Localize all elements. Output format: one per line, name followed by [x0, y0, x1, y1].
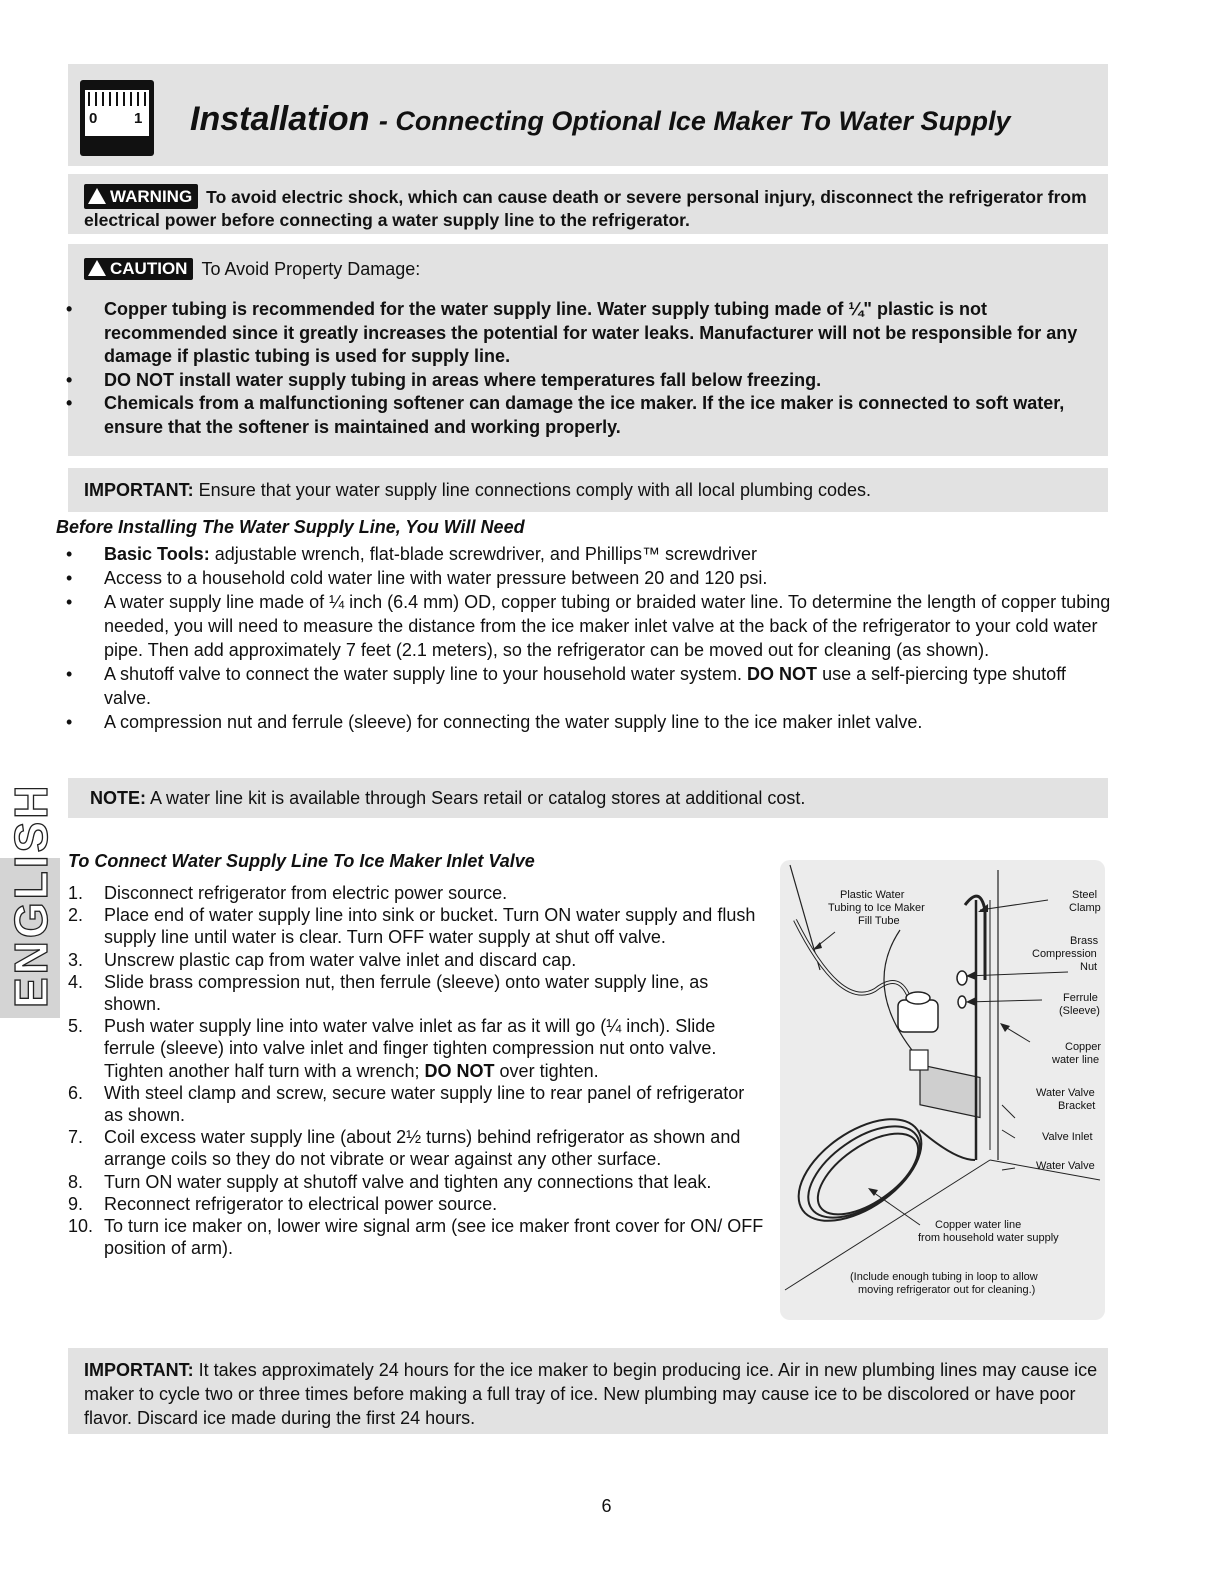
list-item: • A water supply line made of ¼ inch (6.4 mm) OD, copper tubing or braided water line. To determine the length of copper tubing needed, you will need to measure the distance from the ice maker inlet valve at the back of the refrigerator to your cold water pipe. Then add approximately 7 feet (2.1 meters), so the refrigerator can be moved out for cleaning (as shown).	[66, 590, 1111, 662]
step-item: 5. Push water supply line into water valve inlet as far as it will go (¼ inch). Slide ferrule (sleeve) into valve inlet and finger tighten compression nut onto valve. Tighten another half turn with a wrench; DO NOT over tighten.	[68, 1016, 717, 1081]
svg-text:Clamp: Clamp	[1069, 902, 1101, 914]
ruler-icon: 0 1	[80, 80, 154, 156]
list-item: • Access to a household cold water line with water pressure between 20 and 120 psi.	[66, 566, 1111, 590]
list-item: • Basic Tools: adjustable wrench, flat-blade screwdriver, and Phillips™ screwdriver	[66, 542, 1111, 566]
label-copper-water-line: Copper	[1065, 1041, 1102, 1053]
title-subtitle: - Connecting Optional Ice Maker To Water Supply	[378, 106, 1011, 136]
label-plastic-tubing: Plastic Water	[840, 889, 905, 901]
svg-text:water line: water line	[1052, 1054, 1100, 1066]
svg-text:from household water supply: from household water supply	[918, 1232, 1059, 1244]
section-heading-connect: To Connect Water Supply Line To Ice Maker Inlet Valve	[68, 851, 535, 871]
label-steel-clamp: Steel	[1072, 889, 1098, 901]
caution-heading: CAUTION To Avoid Property Damage:	[84, 258, 420, 280]
svg-text:Fill Tube: Fill Tube	[858, 915, 900, 927]
warning-triangle-icon	[88, 188, 106, 204]
page-number: 6	[601, 1496, 612, 1516]
important-note: IMPORTANT: Ensure that your water supply line connections comply with all local plumbing codes.	[84, 480, 872, 500]
warning-text: To avoid electric shock, which can cause death or severe personal injury, disconnect the refrigerator from electrical power before connecting a water supply line to the refrigerator.	[84, 187, 1087, 230]
step-item: 10. To turn ice maker on, lower wire signal arm (see ice maker front cover for ON/ OFF position of arm).	[68, 1216, 764, 1259]
caution-badge: CAUTION	[84, 258, 193, 280]
title-main: Installation	[190, 100, 370, 138]
requirements-list	[66, 542, 1111, 734]
language-tab	[0, 782, 60, 1018]
step-item: 4. Slide brass compression nut, then ferrule (sleeve) onto water supply line, as shown.	[68, 971, 709, 1015]
caution-item: • Copper tubing is recommended for the water supply line. Water supply tubing made of ¼" plastic is not recommended since it greatly increases the potential for water leaks. Manufacturer will not be responsible for any damage if plastic tubing is used for supply line.	[66, 298, 1096, 369]
svg-text:Nut: Nut	[1080, 961, 1098, 973]
svg-text:Bracket: Bracket	[1058, 1100, 1096, 1112]
label-household-line: Copper water line	[935, 1219, 1022, 1231]
important-note: IMPORTANT: It takes approximately 24 hours for the ice maker to begin producing ice. Air in new plumbing lines may cause ice maker to cycle two or three times before making a full tray of ice. New plumbing may cause ice to be discolored or have poor flavor. Discard ice made during the first 24 hours.	[84, 1360, 1098, 1428]
label-ferrule: Ferrule	[1063, 992, 1098, 1004]
svg-text:moving refrigerator out for cl: moving refrigerator out for cleaning.)	[858, 1284, 1036, 1296]
steps-list	[68, 882, 768, 1259]
water-valve-diagram	[780, 860, 1105, 1320]
label-brass-nut: Brass	[1070, 935, 1099, 947]
list-item: • A compression nut and ferrule (sleeve) for connecting the water supply line to the ice maker inlet valve.	[66, 710, 1111, 734]
label-valve-bracket: Water Valve	[1036, 1087, 1095, 1099]
step-item: 6. With steel clamp and screw, secure water supply line to rear panel of refrigerator as shown.	[68, 1082, 745, 1126]
page-title	[190, 100, 1011, 139]
step-item: 7. Coil excess water supply line (about 2½ turns) behind refrigerator as shown and arrange coils so they do not vibrate or wear against any other surface.	[68, 1127, 741, 1170]
section-heading-before-installing: Before Installing The Water Supply Line, You Will Need	[56, 517, 525, 537]
note: NOTE: A water line kit is available through Sears retail or catalog stores at additional cost.	[90, 788, 806, 808]
label-loop-note: (Include enough tubing in loop to allow	[850, 1271, 1038, 1283]
step-item: 3. Unscrew plastic cap from water valve inlet and discard cap.	[68, 949, 577, 970]
step-item: 8. Turn ON water supply at shutoff valve and tighten any connections that leak.	[68, 1171, 712, 1192]
svg-text:Compression: Compression	[1032, 948, 1097, 960]
warning-notice	[84, 184, 1094, 232]
label-water-valve: Water Valve	[1036, 1160, 1095, 1172]
caution-list	[66, 298, 1096, 439]
caution-item: • Chemicals from a malfunctioning softener can damage the ice maker. If the ice maker is connected to soft water, ensure that the softener is maintained and working properly.	[66, 392, 1096, 439]
step-item: 1. Disconnect refrigerator from electric power source.	[68, 883, 508, 903]
list-item: • A shutoff valve to connect the water supply line to your household water system. DO NOT use a self-piercing type shutoff valve.	[66, 662, 1111, 710]
step-item: 9. Reconnect refrigerator to electrical power source.	[68, 1193, 498, 1214]
caution-item: • DO NOT install water supply tubing in areas where temperatures fall below freezing.	[66, 369, 1096, 393]
svg-text:(Sleeve): (Sleeve)	[1059, 1005, 1100, 1017]
language-tab-label: ENGLISH	[5, 782, 57, 1008]
step-item: 2. Place end of water supply line into sink or bucket. Turn ON water supply and flush supply line until water is clear. Turn OFF water supply at shut off valve.	[68, 905, 756, 948]
caution-triangle-icon	[88, 260, 106, 276]
warning-badge: WARNING	[84, 184, 198, 209]
svg-text:Tubing to Ice Maker: Tubing to Ice Maker	[828, 902, 925, 914]
label-valve-inlet: Valve Inlet	[1042, 1131, 1093, 1143]
